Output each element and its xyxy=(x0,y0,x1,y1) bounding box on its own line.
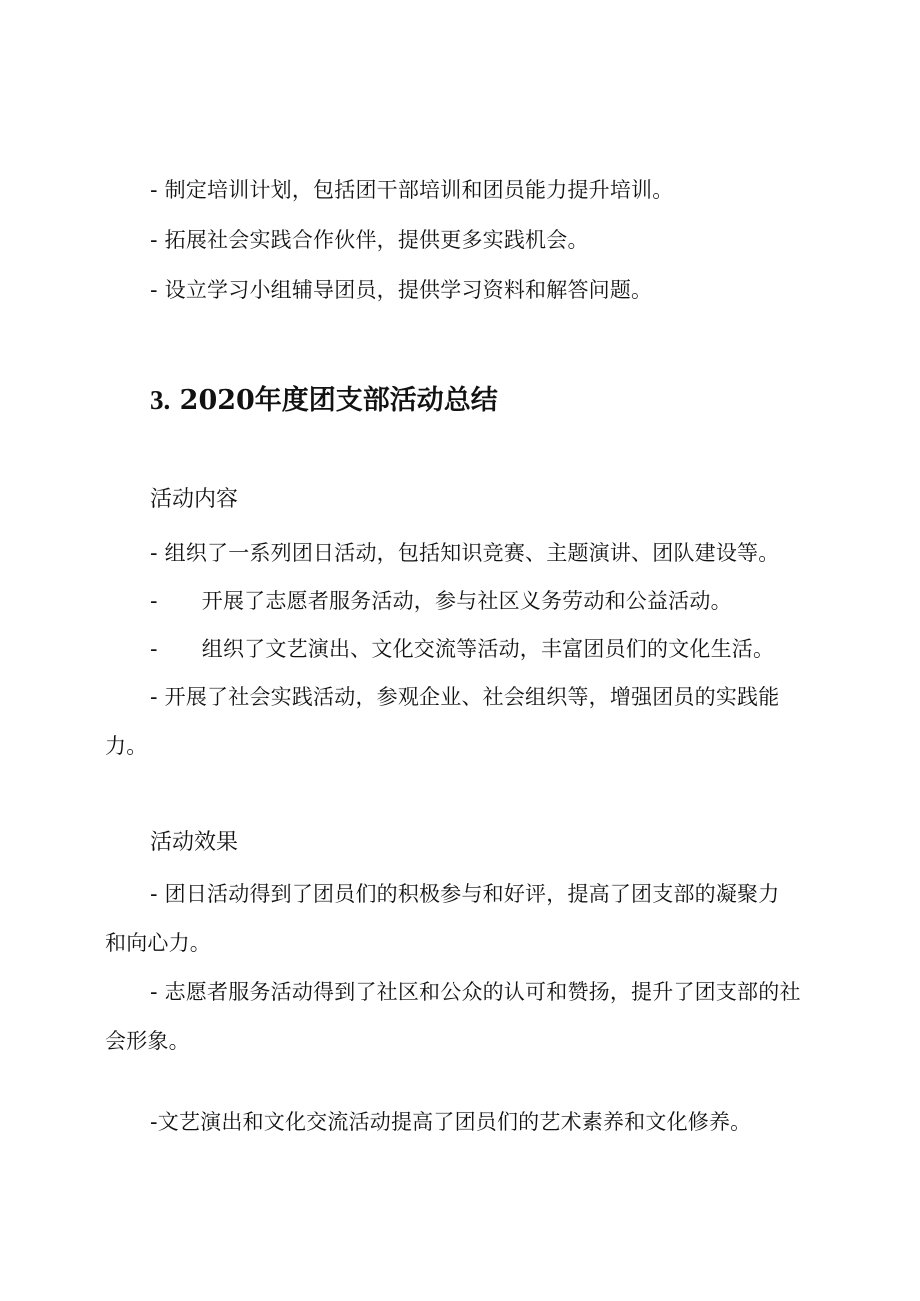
list-item xyxy=(150,587,732,615)
subsection-heading-effects: 活动效果 xyxy=(150,830,239,855)
list-item-text: 组织了文艺演出、文化交流等活动，丰富团员们的文化生活。 xyxy=(201,637,775,661)
list-item: - 团日活动得到了团员们的积极参与和好评，提高了团支部的凝聚力 xyxy=(150,882,780,906)
list-bullet: - xyxy=(150,589,158,613)
list-item: - 设立学习小组辅导团员，提供学习资料和解答问题。 xyxy=(150,278,653,302)
list-item xyxy=(150,635,774,663)
list-item: - 开展了社会实践活动，参观企业、社会组织等，增强团员的实践能 xyxy=(150,685,780,709)
list-item: - 组织了一系列团日活动，包括知识竞赛、主题演讲、团队建设等。 xyxy=(150,541,780,565)
list-item-continuation: 会形象。 xyxy=(105,1029,190,1053)
list-item: - 拓展社会实践合作伙伴，提供更多实践机会。 xyxy=(150,228,589,252)
section-number: 3. xyxy=(150,385,171,415)
list-bullet: - xyxy=(150,637,158,661)
list-item: - 志愿者服务活动得到了社区和公众的认可和赞扬，提升了团支部的社 xyxy=(150,980,801,1004)
list-item-continuation: 力。 xyxy=(105,734,148,758)
list-item: - 制定培训计划，包括团干部培训和团员能力提升培训。 xyxy=(150,178,674,202)
section-title: 2020年度团支部活动总结 xyxy=(179,385,498,416)
list-item: -文艺演出和文化交流活动提高了团员们的艺术素养和文化修养。 xyxy=(150,1110,752,1134)
section-heading xyxy=(150,382,498,419)
subsection-heading-content: 活动内容 xyxy=(150,487,239,512)
list-item-continuation: 和向心力。 xyxy=(105,931,211,955)
list-item-text: 开展了志愿者服务活动，参与社区义务劳动和公益活动。 xyxy=(201,589,732,613)
